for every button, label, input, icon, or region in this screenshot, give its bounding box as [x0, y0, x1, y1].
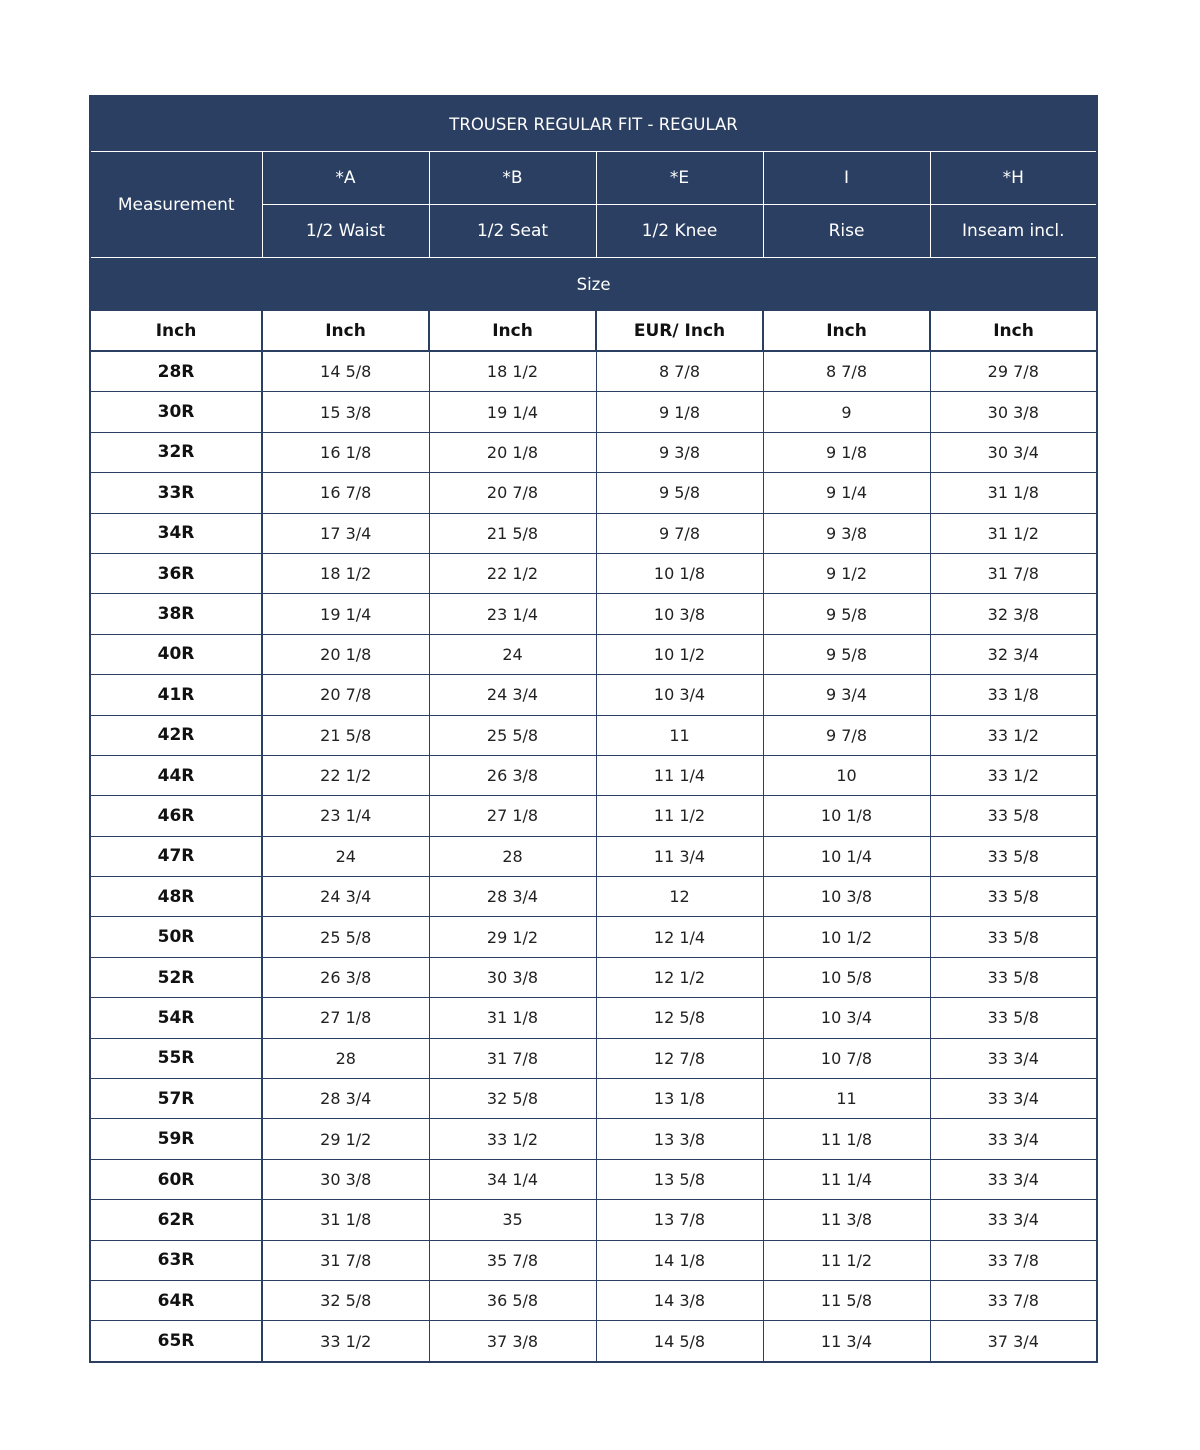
- table-cell: 33 3/4: [930, 1119, 1097, 1159]
- table-cell: 11 1/4: [763, 1159, 930, 1199]
- table-cell: 13 5/8: [596, 1159, 763, 1199]
- column-name: Inseam incl.: [930, 205, 1097, 258]
- table-cell: 22 1/2: [262, 755, 429, 795]
- size-cell: 42R: [90, 715, 262, 755]
- table-cell: 27 1/8: [262, 998, 429, 1038]
- size-cell: 34R: [90, 513, 262, 553]
- table-cell: 14 5/8: [262, 351, 429, 392]
- table-row: [90, 392, 1097, 432]
- table-cell: 30 3/8: [429, 957, 596, 997]
- table-cell: 14 3/8: [596, 1280, 763, 1320]
- table-row: [90, 351, 1097, 392]
- table-cell: 13 1/8: [596, 1079, 763, 1119]
- table-cell: 27 1/8: [429, 796, 596, 836]
- table-cell: 9 7/8: [763, 715, 930, 755]
- table-cell: 16 7/8: [262, 473, 429, 513]
- table-cell: 23 1/4: [262, 796, 429, 836]
- table-cell: 11 1/8: [763, 1119, 930, 1159]
- size-cell: 57R: [90, 1079, 262, 1119]
- title-row: [90, 96, 1097, 152]
- table-cell: 33 1/2: [262, 1321, 429, 1362]
- table-cell: 24: [262, 836, 429, 876]
- size-cell: 36R: [90, 553, 262, 593]
- table-cell: 33 1/2: [930, 715, 1097, 755]
- size-cell: 62R: [90, 1200, 262, 1240]
- size-cell: 32R: [90, 432, 262, 472]
- table-cell: 9 7/8: [596, 513, 763, 553]
- table-cell: 11: [763, 1079, 930, 1119]
- size-cell: 59R: [90, 1119, 262, 1159]
- table-cell: 12 5/8: [596, 998, 763, 1038]
- table-cell: 33 3/4: [930, 1079, 1097, 1119]
- table-cell: 10 1/2: [596, 634, 763, 674]
- table-cell: 10 3/8: [763, 877, 930, 917]
- table-cell: 33 5/8: [930, 836, 1097, 876]
- table-row: [90, 1038, 1097, 1078]
- table-cell: 29 1/2: [429, 917, 596, 957]
- table-cell: 36 5/8: [429, 1280, 596, 1320]
- table-cell: 9: [763, 392, 930, 432]
- size-cell: 33R: [90, 473, 262, 513]
- size-cell: 41R: [90, 675, 262, 715]
- table-cell: 35: [429, 1200, 596, 1240]
- size-cell: 50R: [90, 917, 262, 957]
- table-cell: 17 3/4: [262, 513, 429, 553]
- table-cell: 11 3/4: [596, 836, 763, 876]
- table-cell: 25 5/8: [262, 917, 429, 957]
- size-cell: 64R: [90, 1280, 262, 1320]
- table-cell: 15 3/8: [262, 392, 429, 432]
- table-cell: 9 3/8: [596, 432, 763, 472]
- table-cell: 9 1/8: [596, 392, 763, 432]
- table-cell: 32 5/8: [429, 1079, 596, 1119]
- column-name: 1/2 Waist: [262, 205, 429, 258]
- table-cell: 21 5/8: [429, 513, 596, 553]
- unit-label: Inch: [429, 312, 596, 352]
- table-cell: 9 1/4: [763, 473, 930, 513]
- table-cell: 33 1/2: [429, 1119, 596, 1159]
- unit-label: EUR/ Inch: [596, 312, 763, 352]
- measurement-label: Measurement: [90, 152, 262, 258]
- table-cell: 32 5/8: [262, 1280, 429, 1320]
- table-cell: 37 3/8: [429, 1321, 596, 1362]
- size-cell: 55R: [90, 1038, 262, 1078]
- table-cell: 33 5/8: [930, 957, 1097, 997]
- table-cell: 11 3/8: [763, 1200, 930, 1240]
- table-row: [90, 513, 1097, 553]
- table-cell: 30 3/4: [930, 432, 1097, 472]
- table-cell: 32 3/8: [930, 594, 1097, 634]
- table-cell: 11 1/2: [596, 796, 763, 836]
- table-cell: 35 7/8: [429, 1240, 596, 1280]
- table-cell: 10 1/8: [596, 553, 763, 593]
- table-cell: 10 3/4: [596, 675, 763, 715]
- table-cell: 31 7/8: [429, 1038, 596, 1078]
- table-row: [90, 432, 1097, 472]
- table-row: [90, 877, 1097, 917]
- table-cell: 31 1/8: [930, 473, 1097, 513]
- table-cell: 34 1/4: [429, 1159, 596, 1199]
- table-cell: 31 7/8: [930, 553, 1097, 593]
- table-title: TROUSER REGULAR FIT - REGULAR: [90, 96, 1097, 152]
- table-cell: 19 1/4: [262, 594, 429, 634]
- table-cell: 16 1/8: [262, 432, 429, 472]
- unit-label: Inch: [763, 312, 930, 352]
- table-cell: 32 3/4: [930, 634, 1097, 674]
- table-row: [90, 553, 1097, 593]
- size-cell: 52R: [90, 957, 262, 997]
- size-cell: 60R: [90, 1159, 262, 1199]
- table-cell: 9 1/8: [763, 432, 930, 472]
- size-cell: 54R: [90, 998, 262, 1038]
- size-label-row: [90, 258, 1097, 312]
- column-name: Rise: [763, 205, 930, 258]
- table-cell: 33 5/8: [930, 877, 1097, 917]
- table-cell: 9 3/8: [763, 513, 930, 553]
- column-code: *A: [262, 152, 429, 205]
- table-cell: 33 1/8: [930, 675, 1097, 715]
- table-cell: 31 1/8: [429, 998, 596, 1038]
- size-label: Size: [90, 258, 1097, 312]
- table-cell: 10 1/2: [763, 917, 930, 957]
- table-cell: 8 7/8: [763, 351, 930, 392]
- table-cell: 33 5/8: [930, 917, 1097, 957]
- table-row: [90, 634, 1097, 674]
- table-cell: 19 1/4: [429, 392, 596, 432]
- size-cell: 63R: [90, 1240, 262, 1280]
- table-row: [90, 1240, 1097, 1280]
- table-cell: 13 7/8: [596, 1200, 763, 1240]
- table-cell: 33 3/4: [930, 1159, 1097, 1199]
- table-cell: 13 3/8: [596, 1119, 763, 1159]
- table-cell: 8 7/8: [596, 351, 763, 392]
- table-cell: 18 1/2: [429, 351, 596, 392]
- table-cell: 11 3/4: [763, 1321, 930, 1362]
- unit-label: Inch: [930, 312, 1097, 352]
- table-cell: 23 1/4: [429, 594, 596, 634]
- table-cell: 10 3/4: [763, 998, 930, 1038]
- table-row: [90, 1321, 1097, 1362]
- table-cell: 29 1/2: [262, 1119, 429, 1159]
- column-code: *H: [930, 152, 1097, 205]
- column-code: *B: [429, 152, 596, 205]
- size-cell: 28R: [90, 351, 262, 392]
- column-code: I: [763, 152, 930, 205]
- table-cell: 12 1/2: [596, 957, 763, 997]
- column-code: *E: [596, 152, 763, 205]
- table-cell: 24 3/4: [429, 675, 596, 715]
- table-cell: 9 5/8: [596, 473, 763, 513]
- table-cell: 11 5/8: [763, 1280, 930, 1320]
- size-cell: 30R: [90, 392, 262, 432]
- table-cell: 10 1/8: [763, 796, 930, 836]
- table-cell: 30 3/8: [262, 1159, 429, 1199]
- table-cell: 10 7/8: [763, 1038, 930, 1078]
- table-cell: 24 3/4: [262, 877, 429, 917]
- table-cell: 33 5/8: [930, 796, 1097, 836]
- table-cell: 33 3/4: [930, 1200, 1097, 1240]
- table-cell: 31 1/8: [262, 1200, 429, 1240]
- column-name: 1/2 Knee: [596, 205, 763, 258]
- table-row: [90, 957, 1097, 997]
- size-chart-table: [89, 95, 1098, 1363]
- table-cell: 12 1/4: [596, 917, 763, 957]
- unit-label: Inch: [262, 312, 429, 352]
- table-cell: 21 5/8: [262, 715, 429, 755]
- table-row: [90, 715, 1097, 755]
- table-cell: 20 1/8: [262, 634, 429, 674]
- table-cell: 22 1/2: [429, 553, 596, 593]
- units-row: [90, 312, 1097, 352]
- table-cell: 11 1/2: [763, 1240, 930, 1280]
- table-cell: 10 5/8: [763, 957, 930, 997]
- table-cell: 28 3/4: [429, 877, 596, 917]
- table-cell: 26 3/8: [262, 957, 429, 997]
- size-cell: 44R: [90, 755, 262, 795]
- table-cell: 33 3/4: [930, 1038, 1097, 1078]
- table-row: [90, 1159, 1097, 1199]
- table-row: [90, 1119, 1097, 1159]
- table-cell: 28 3/4: [262, 1079, 429, 1119]
- table-row: [90, 917, 1097, 957]
- table-row: [90, 836, 1097, 876]
- table-cell: 33 7/8: [930, 1280, 1097, 1320]
- size-cell: 48R: [90, 877, 262, 917]
- table-cell: 10: [763, 755, 930, 795]
- table-row: [90, 1200, 1097, 1240]
- table-cell: 26 3/8: [429, 755, 596, 795]
- table-cell: 9 1/2: [763, 553, 930, 593]
- table-cell: 10 3/8: [596, 594, 763, 634]
- table-cell: 20 1/8: [429, 432, 596, 472]
- column-name: 1/2 Seat: [429, 205, 596, 258]
- table-cell: 12: [596, 877, 763, 917]
- table-cell: 28: [262, 1038, 429, 1078]
- table-cell: 33 1/2: [930, 755, 1097, 795]
- table-cell: 11: [596, 715, 763, 755]
- table-cell: 29 7/8: [930, 351, 1097, 392]
- table-cell: 28: [429, 836, 596, 876]
- size-cell: 38R: [90, 594, 262, 634]
- table-cell: 12 7/8: [596, 1038, 763, 1078]
- size-cell: 46R: [90, 796, 262, 836]
- size-cell: 65R: [90, 1321, 262, 1362]
- table-cell: 9 3/4: [763, 675, 930, 715]
- table-cell: 10 1/4: [763, 836, 930, 876]
- size-cell: 47R: [90, 836, 262, 876]
- table-cell: 37 3/4: [930, 1321, 1097, 1362]
- table-row: [90, 594, 1097, 634]
- table-cell: 20 7/8: [262, 675, 429, 715]
- table-cell: 14 5/8: [596, 1321, 763, 1362]
- table-cell: 33 7/8: [930, 1240, 1097, 1280]
- table-row: [90, 1079, 1097, 1119]
- table-cell: 24: [429, 634, 596, 674]
- table-cell: 9 5/8: [763, 594, 930, 634]
- table-cell: 31 7/8: [262, 1240, 429, 1280]
- table-cell: 9 5/8: [763, 634, 930, 674]
- size-cell: 40R: [90, 634, 262, 674]
- table-cell: 30 3/8: [930, 392, 1097, 432]
- table-row: [90, 755, 1097, 795]
- code-row: [90, 152, 1097, 205]
- table-cell: 14 1/8: [596, 1240, 763, 1280]
- table-row: [90, 1280, 1097, 1320]
- table-row: [90, 998, 1097, 1038]
- table-row: [90, 796, 1097, 836]
- table-row: [90, 675, 1097, 715]
- table-cell: 18 1/2: [262, 553, 429, 593]
- unit-label: Inch: [90, 312, 262, 352]
- table-cell: 25 5/8: [429, 715, 596, 755]
- table-cell: 33 5/8: [930, 998, 1097, 1038]
- table-cell: 20 7/8: [429, 473, 596, 513]
- table-cell: 11 1/4: [596, 755, 763, 795]
- table-row: [90, 473, 1097, 513]
- table-cell: 31 1/2: [930, 513, 1097, 553]
